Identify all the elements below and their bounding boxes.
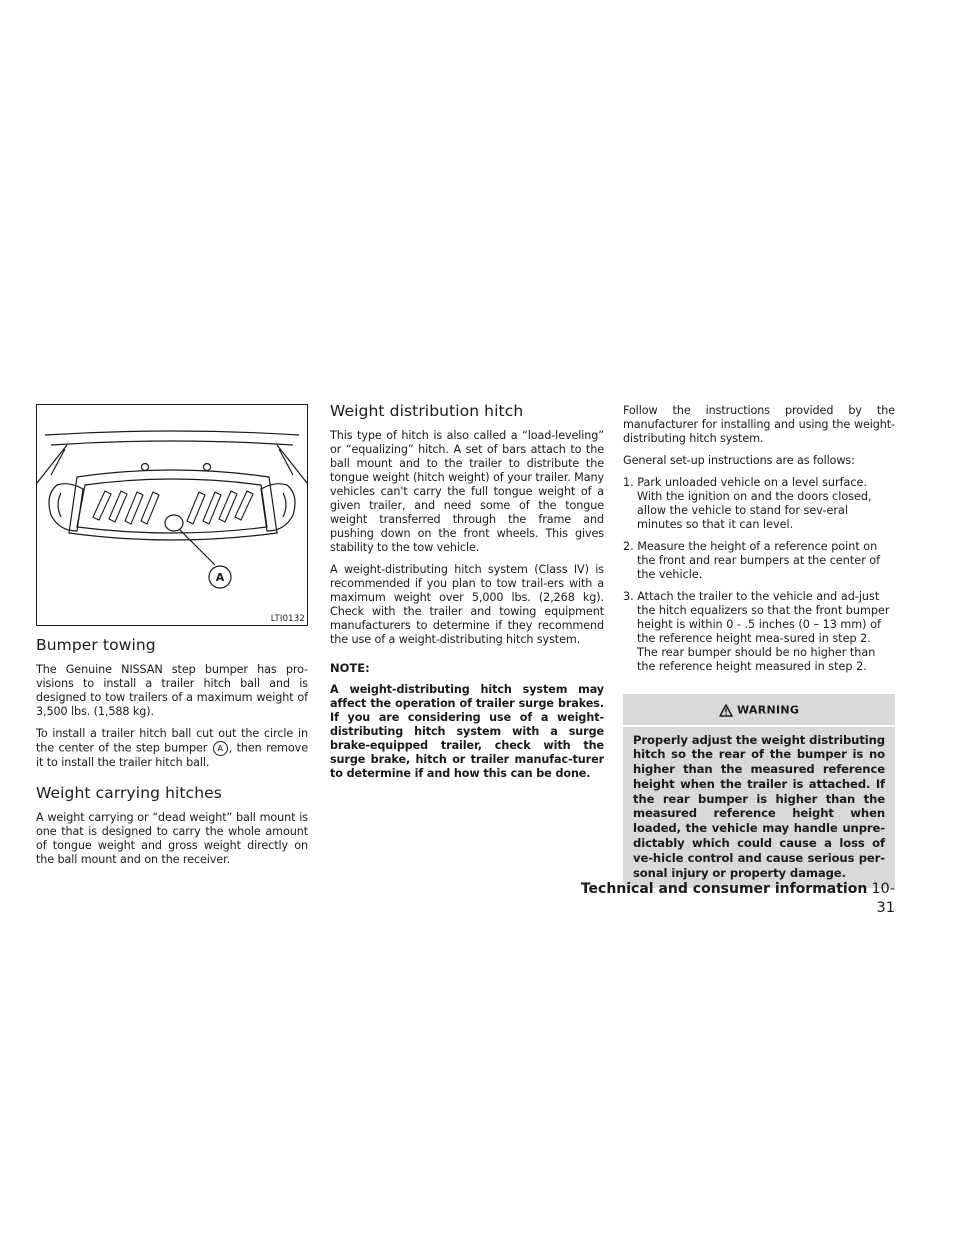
heading-weight-carrying: Weight carrying hitches [36,784,222,802]
callout-a-marker: A [213,741,228,756]
setup-step: 2. Measure the height of a reference point on the front and rear bumpers at the center of the vehicle. [623,540,881,581]
bumper-towing-p2-before: To install a trailer hitch ball cut out the circle in the center of the step bumper [36,727,308,755]
setup-steps [623,476,895,674]
setup-step: 3. Attach the trailer to the vehicle and ad-just the hitch equalizers so that the front bumper height is within 0 - .5 inches (0 – 13 mm) of the reference height mea-sured in step 2. The rear bumper should be no higher than the reference height measured in step 2. [623,590,890,673]
bumper-towing-p2-after: , then remove it to install the trailer hitch ball. [36,741,308,769]
bumper-towing-p2 [36,727,308,770]
weight-carrying-p1: A weight carrying or “dead weight” ball mount is one that is designed to carry the whole amount of tongue weight and gross weight directly on the ball mount and on the receiver. [36,811,308,866]
bumper-towing-p1: The Genuine NISSAN step bumper has pro-visions to install a trailer hitch ball and is designed to tow trailers of a maximum weight of 3,500 lbs. (1,588 kg). [36,663,308,718]
step-bumper-figure [36,404,308,626]
warning-box [623,694,895,888]
right-column [623,404,895,888]
note-text: A weight-distributing hitch system may affect the operation of trailer surge brakes. If you are considering use of a weight-distributing hitch system with a surge brake-equipped trailer, check with the surge brake, hitch or trailer manufac-turer to determine if and how this can be done. [330,683,604,780]
footer-section-title: Technical and consumer information [580,881,868,897]
heading-weight-distribution: Weight distribution hitch [330,402,524,420]
middle-column [330,402,604,781]
step-bumper-illustration [37,405,307,625]
page-number: 10-31 [871,881,895,916]
setup-lead: General set-up instructions are as follows: [623,454,855,467]
setup-step: 1. Park unloaded vehicle on a level surface. With the ignition on and the doors closed, allow the vehicle to stand for sev-eral minutes so that it can level. [623,476,872,531]
weight-distribution-p2: A weight-distributing hitch system (Class IV) is recommended if you plan to tow trail-ers with a maximum weight over 5,000 lbs. (2,268 kg). Check with the trailer and towing equipment manufacturers to determine if they recommend the use of a weight-distributing hitch system. [330,563,604,646]
heading-bumper-towing: Bumper towing [36,636,156,654]
note-label: NOTE: [330,661,370,675]
page-footer [580,878,895,916]
figure-code: LTI0132 [270,614,305,624]
weight-distribution-p1: This type of hitch is also called a “load-leveling” or “equalizing” hitch. A set of bars attach to the ball mount and to the trailer to distribute the tongue weight (hitch weight) of your trailer. Many vehicles can't carry the full tongue weight of a given trailer, and need some of the tongue weight transferred through the frame and pushing down on the front wheels. This gives stability to the tow vehicle. [330,429,604,554]
warning-title: WARNING [736,703,800,717]
warning-text: Properly adjust the weight distributing hitch so the rear of the bumper is no higher than the measured reference height when the trailer is attached. If the rear bumper is higher than the measured reference height when loaded, the vehicle may handle unpre-dictably which could cause a loss of ve-hicle control and cause serious per-sonal injury or property damage. [633,732,885,880]
callout-a-label: A [215,571,225,584]
setup-intro: Follow the instructions provided by the manufacturer for installing and using the weight-distributing hitch system. [623,404,895,445]
left-column [36,404,308,875]
warning-triangle-icon [719,704,733,717]
warning-header [623,699,895,727]
